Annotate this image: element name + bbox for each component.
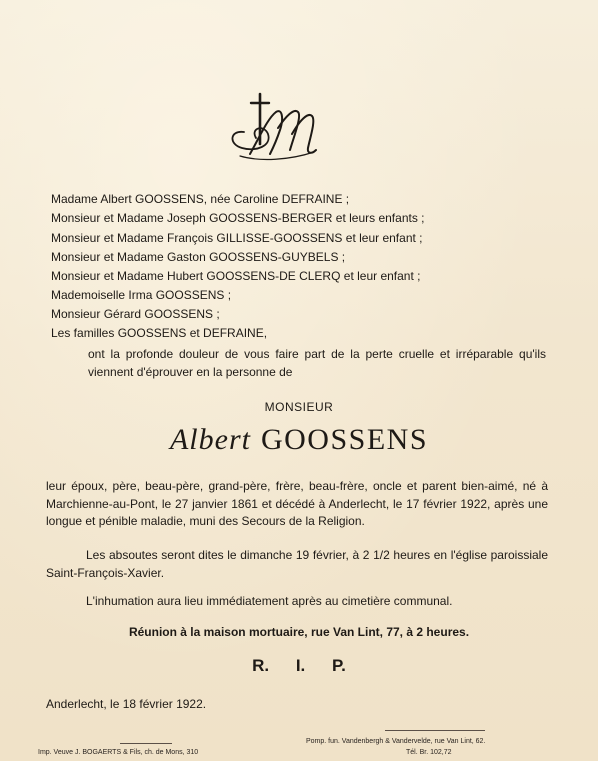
deceased-given-name: Albert xyxy=(169,423,251,456)
absoutes-text: Les absoutes seront dites le dimanche 19 février, à 2 1/2 heures en l'église paroissiale Saint-François-Xavier. xyxy=(46,548,548,580)
mourner-line: Monsieur et Madame Hubert GOOSSENS-DE CLERQ et leur enfant ; xyxy=(51,269,421,283)
mourner-line: Monsieur et Madame Joseph GOOSSENS-BERGER et leurs enfants ; xyxy=(51,211,425,225)
printer-credit: Imp. Veuve J. BOGAERTS & Fils, ch. de Mons, 310 xyxy=(38,749,199,756)
inhumation-text: L'inhumation aura lieu immédiatement après au cimetière communal. xyxy=(86,594,453,608)
place-date: Anderlecht, le 18 février 1922. xyxy=(46,697,207,711)
deceased-family-name: GOOSSENS xyxy=(260,423,429,456)
honorific: MONSIEUR xyxy=(264,400,334,414)
mourner-line: Monsieur Gérard GOOSSENS ; xyxy=(51,307,220,321)
announcement-text: ont la profonde douleur de vous faire part de la perte cruelle et irréparable qu'ils viennent d'éprouver en la personne de xyxy=(88,347,546,379)
mourner-line: Les familles GOOSSENS et DEFRAINE, xyxy=(51,326,268,340)
cross-monogram-icon xyxy=(220,88,320,168)
mourner-line: Monsieur et Madame François GILLISSE-GOOSSENS et leur enfant ; xyxy=(51,231,423,245)
biography-text: leur époux, père, beau-père, grand-père, frère, beau-frère, oncle et parent bien-aimé, né à Marchienne-au-Pont, le 27 janvier 1861 et décédé à Anderlecht, le 17 février 1922, après une longue et pénible maladie, muni des Secours de la Religion. xyxy=(46,479,548,528)
mourner-line: Madame Albert GOOSSENS, née Caroline DEFRAINE ; xyxy=(51,192,350,206)
mourner-line: Mademoiselle Irma GOOSSENS ; xyxy=(51,288,232,302)
deceased-name xyxy=(0,423,598,457)
footer-rule-right xyxy=(385,730,485,731)
rip: R. I. P. xyxy=(252,656,346,675)
funeral-director-phone: Tél. Br. 102,72 xyxy=(406,749,452,756)
mourner-line: Monsieur et Madame Gaston GOOSSENS-GUYBELS ; xyxy=(51,250,346,264)
funeral-director-credit: Pomp. fun. Vandenbergh & Vandervelde, rue Van Lint, 62. xyxy=(306,738,486,745)
reunion-notice: Réunion à la maison mortuaire, rue Van Lint, 77, à 2 heures. xyxy=(128,625,470,639)
footer-rule-left xyxy=(120,743,172,744)
